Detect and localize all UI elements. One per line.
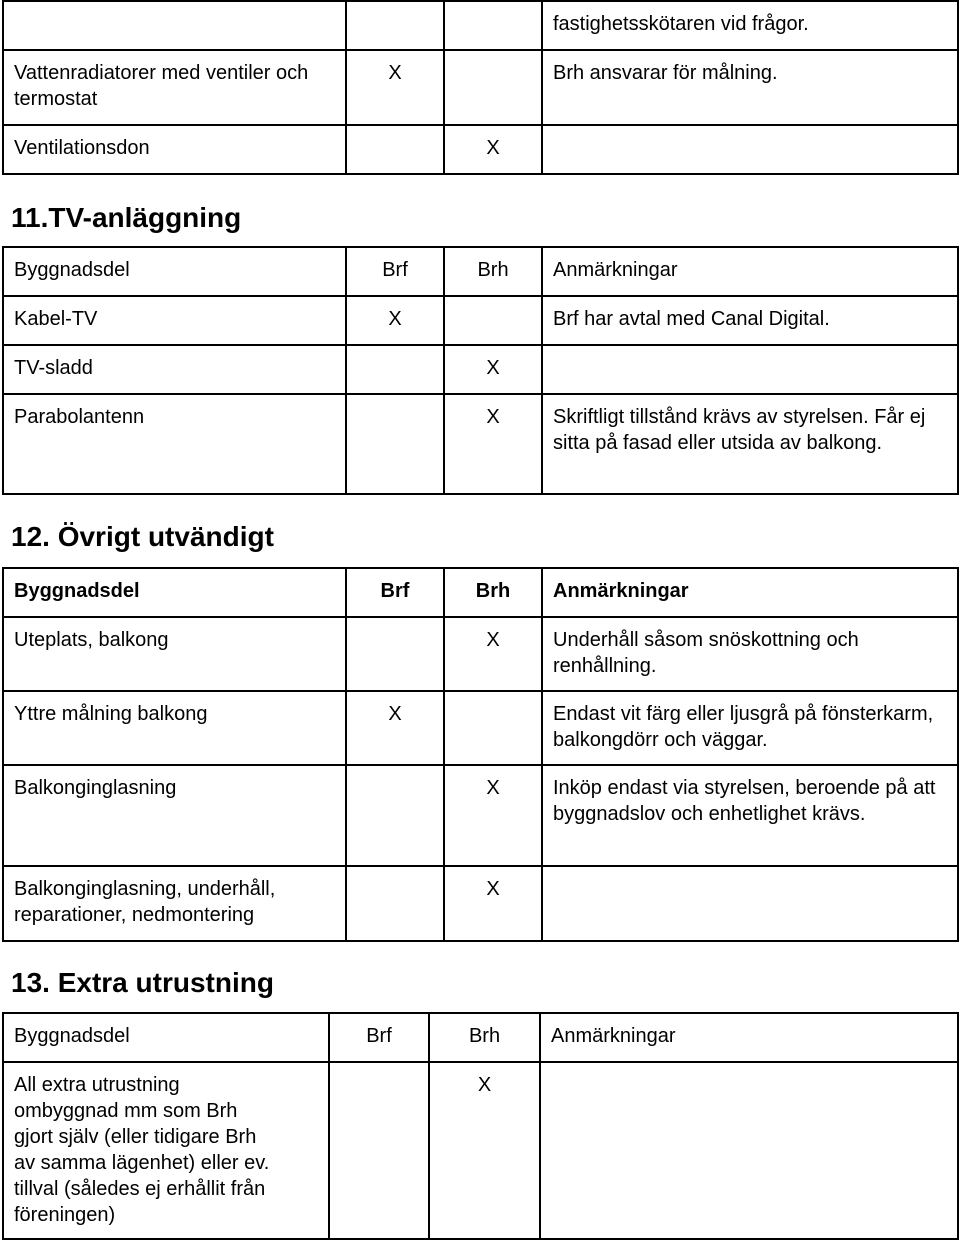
brf-cell	[346, 1, 444, 50]
note-cell: Underhåll såsom snöskottning och renhållning.	[542, 617, 958, 691]
brh-cell: X	[444, 394, 542, 494]
brh-cell: X	[444, 617, 542, 691]
brh-cell	[444, 691, 542, 765]
header-byggnadsdel: Byggnadsdel	[3, 247, 346, 296]
part-cell: Yttre målning balkong	[3, 691, 346, 765]
section-13-table	[2, 1012, 959, 1240]
table-row	[3, 125, 958, 174]
header-brf: Brf	[329, 1013, 429, 1062]
section-12-table	[2, 567, 959, 942]
part-cell: All extra utrustning ombyggnad mm som Brh gjort själv (eller tidigare Brh av samma lägenhet) eller ev. tillval (således ej erhållit från föreningen)	[3, 1062, 329, 1239]
note-cell	[542, 345, 958, 394]
brh-cell	[444, 50, 542, 125]
section-10-table	[2, 0, 959, 175]
header-brh: Brh	[429, 1013, 540, 1062]
brf-cell: X	[346, 296, 444, 345]
part-cell: Uteplats, balkong	[3, 617, 346, 691]
header-brh: Brh	[444, 247, 542, 296]
table-header-row	[3, 247, 958, 296]
brf-cell	[346, 125, 444, 174]
brf-cell	[346, 617, 444, 691]
table-row	[3, 296, 958, 345]
table-row	[3, 617, 958, 691]
note-cell: Brh ansvarar för målning.	[542, 50, 958, 125]
table-row	[3, 765, 958, 866]
brh-cell: X	[444, 345, 542, 394]
table-row	[3, 866, 958, 941]
part-cell: Vattenradiatorer med ventiler och termostat	[3, 50, 346, 125]
section-12-title: 12. Övrigt utvändigt	[11, 521, 274, 552]
brh-cell: X	[444, 765, 542, 866]
part-cell	[3, 1, 346, 50]
header-byggnadsdel: Byggnadsdel	[3, 1013, 329, 1062]
table-row	[3, 394, 958, 494]
brf-cell: X	[346, 50, 444, 125]
header-brf: Brf	[346, 568, 444, 617]
brf-cell: X	[346, 691, 444, 765]
part-cell: Parabolantenn	[3, 394, 346, 494]
note-cell: Skriftligt tillstånd krävs av styrelsen. Får ej sitta på fasad eller utsida av balkong.	[542, 394, 958, 494]
brh-cell: X	[429, 1062, 540, 1239]
table-header-row	[3, 568, 958, 617]
header-anmarkningar: Anmärkningar	[540, 1013, 958, 1062]
brh-cell: X	[444, 866, 542, 941]
table-header-row	[3, 1013, 958, 1062]
note-cell: Brf har avtal med Canal Digital.	[542, 296, 958, 345]
brh-cell	[444, 296, 542, 345]
brf-cell	[346, 345, 444, 394]
header-anmarkningar: Anmärkningar	[542, 568, 958, 617]
header-byggnadsdel: Byggnadsdel	[3, 568, 346, 617]
note-cell: Inköp endast via styrelsen, beroende på att byggnadslov och enhetlighet krävs.	[542, 765, 958, 866]
header-brh: Brh	[444, 568, 542, 617]
brh-cell	[444, 1, 542, 50]
part-cell: Kabel-TV	[3, 296, 346, 345]
brf-cell	[329, 1062, 429, 1239]
table-row	[3, 345, 958, 394]
section-13-title: 13. Extra utrustning	[11, 967, 274, 998]
part-cell: TV-sladd	[3, 345, 346, 394]
brh-cell: X	[444, 125, 542, 174]
part-cell: Balkonginglasning	[3, 765, 346, 866]
part-cell: Balkonginglasning, underhåll, reparationer, nedmontering	[3, 866, 346, 941]
note-cell: Endast vit färg eller ljusgrå på fönsterkarm, balkongdörr och väggar.	[542, 691, 958, 765]
table-row	[3, 691, 958, 765]
section-11-table	[2, 246, 959, 495]
note-cell	[542, 125, 958, 174]
brf-cell	[346, 765, 444, 866]
brf-cell	[346, 394, 444, 494]
header-anmarkningar: Anmärkningar	[542, 247, 958, 296]
part-cell: Ventilationsdon	[3, 125, 346, 174]
section-11-title: 11.TV-anläggning	[11, 202, 242, 233]
table-row	[3, 50, 958, 125]
table-row	[3, 1, 958, 50]
table-row	[3, 1062, 958, 1239]
header-brf: Brf	[346, 247, 444, 296]
note-cell: fastighetsskötaren vid frågor.	[542, 1, 958, 50]
brf-cell	[346, 866, 444, 941]
note-cell	[540, 1062, 958, 1239]
note-cell	[542, 866, 958, 941]
